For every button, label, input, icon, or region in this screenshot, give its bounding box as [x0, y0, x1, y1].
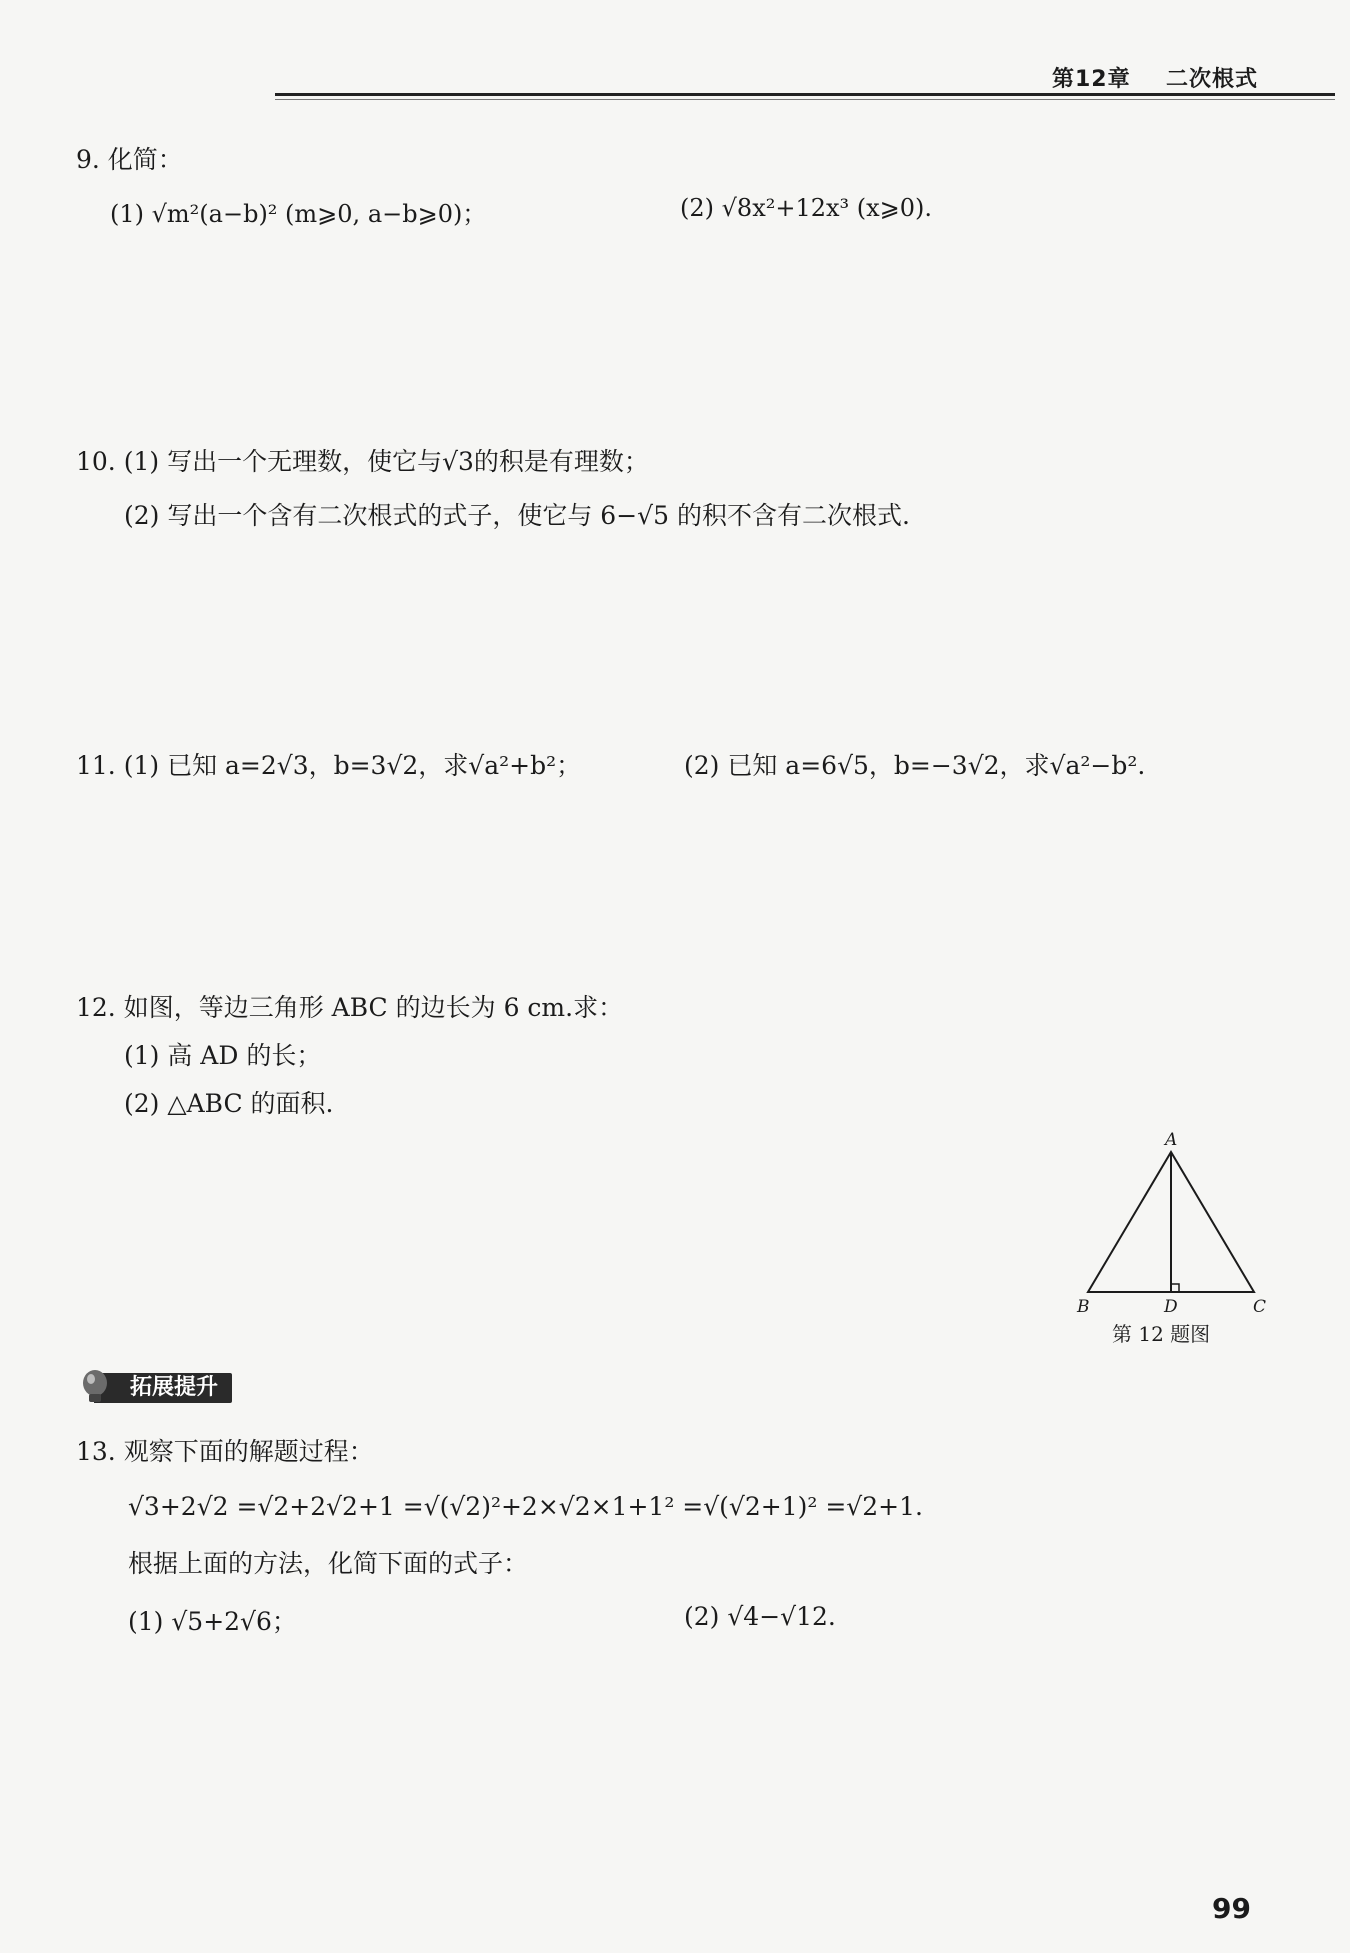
page-number: 99	[1212, 1892, 1251, 1925]
figure-caption: 第 12 题图	[1112, 1322, 1211, 1346]
triangle-figure	[1070, 1125, 1270, 1317]
question-13-part-2: (2) √4−√12.	[684, 1602, 836, 1631]
question-11-part-1: 11. (1) 已知 a=2√3，b=3√2，求√a²+b²；	[76, 751, 582, 780]
header-rule-thin	[275, 99, 1335, 100]
lightbulb-icon	[80, 1368, 110, 1408]
right-angle-mark	[1171, 1284, 1179, 1292]
question-11-part-2: (2) 已知 a=6√5，b=−3√2，求√a²−b².	[684, 751, 1146, 780]
vertex-label-d: D	[1164, 1297, 1178, 1317]
vertex-label-a: A	[1165, 1130, 1178, 1150]
question-9-stem: 9. 化简：	[76, 145, 183, 174]
question-12-stem: 12. 如图，等边三角形 ABC 的边长为 6 cm.求：	[76, 993, 624, 1022]
section-title: 拓展提升	[94, 1373, 232, 1403]
question-13-part-1: (1) √5+2√6；	[128, 1607, 297, 1636]
section-badge	[80, 1370, 232, 1406]
chapter-number: 第12章	[1052, 67, 1131, 92]
vertex-label-b: B	[1077, 1297, 1090, 1317]
header-rule	[275, 93, 1335, 96]
question-12-part-1: (1) 高 AD 的长；	[124, 1041, 322, 1070]
question-9-part-1: (1) √m²(a−b)² (m⩾0, a−b⩾0)；	[110, 200, 487, 228]
question-10-part-1: 10. (1) 写出一个无理数，使它与√3的积是有理数；	[76, 447, 649, 476]
vertex-label-c: C	[1253, 1297, 1267, 1317]
question-12-part-2: (2) △ABC 的面积.	[124, 1089, 334, 1118]
question-9-part-2: (2) √8x²+12x³ (x⩾0).	[680, 194, 933, 222]
question-10-part-2: (2) 写出一个含有二次根式的式子，使它与 6−√5 的积不含有二次根式.	[124, 501, 910, 530]
chapter-title: 二次根式	[1165, 67, 1258, 92]
question-13-instruction: 根据上面的方法，化简下面的式子：	[128, 1549, 529, 1578]
question-13-stem: 13. 观察下面的解题过程：	[76, 1437, 374, 1466]
question-13-example: √3+2√2 =√2+2√2+1 =√(√2)²+2×√2×1+1² =√(√2+1)² =√2+1.	[128, 1492, 923, 1521]
